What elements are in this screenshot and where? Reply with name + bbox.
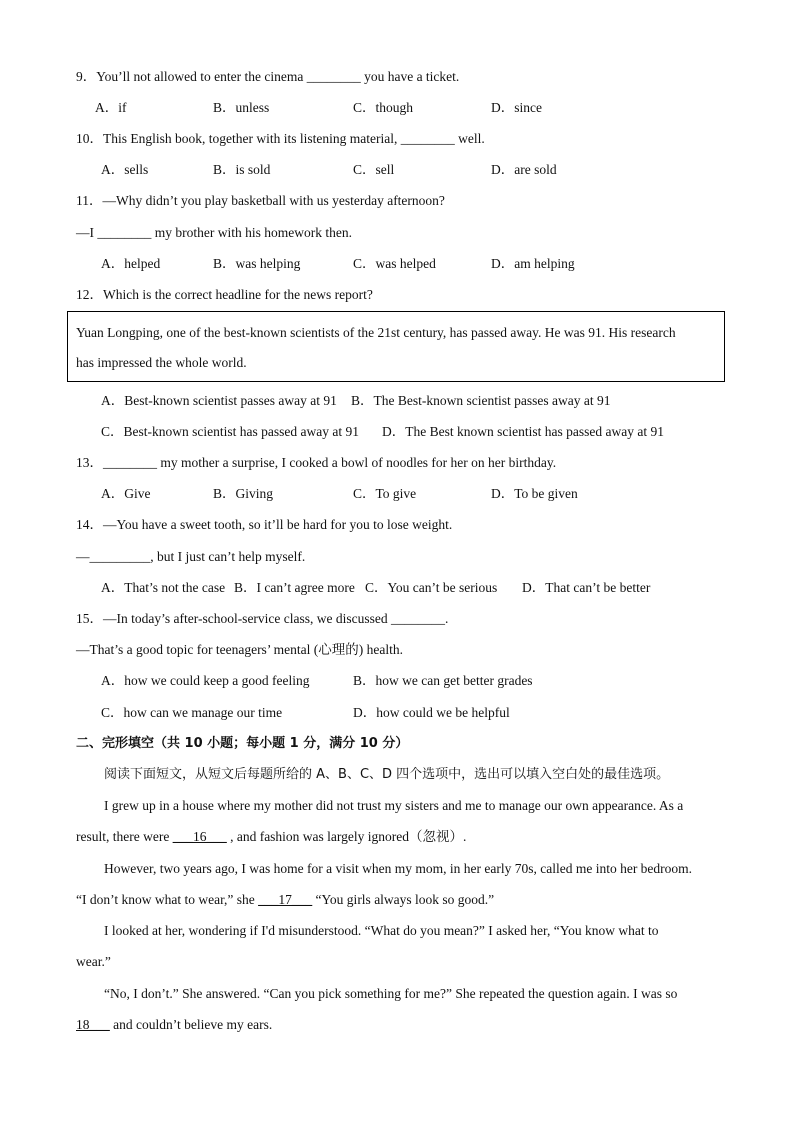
q9-option-a[interactable]: A．if [95, 100, 127, 115]
passage-p4-line-1: “No, I don’t.” She answered. “Can you pick something for me?” She repeated the question again. I was so [104, 986, 678, 1001]
passage-p2-line-1: However, two years ago, I was home for a visit when my mom, in her early 70s, called me into her bedroom. [104, 861, 693, 876]
q14-option-a[interactable]: A．That’s not the case [101, 580, 226, 595]
q15-option-b[interactable]: B．how we can get better grades [353, 673, 533, 688]
q13-option-d[interactable]: D．To be given [491, 486, 578, 501]
q12-option-b[interactable]: B．The Best-known scientist passes away at 91 [351, 393, 611, 408]
passage-p3-line-2: wear.” [76, 954, 111, 969]
blank-18: 18___ [76, 1017, 110, 1032]
q14-option-c[interactable]: C．You can’t be serious [365, 580, 498, 595]
q14-option-d[interactable]: D．That can’t be better [522, 580, 651, 595]
question-15-reply: —That’s a good topic for teenagers’ mental (心理的) health. [76, 642, 404, 657]
passage-text: and couldn’t believe my ears. [109, 1017, 273, 1032]
news-report-line-2: has impressed the whole world. [76, 355, 247, 370]
q10-option-b[interactable]: B．is sold [213, 162, 271, 177]
q10-option-a[interactable]: A．sells [101, 162, 149, 177]
passage-text: “You girls always look so good.” [312, 892, 495, 907]
q13-option-c[interactable]: C．To give [353, 486, 417, 501]
passage-p4-line-2 [76, 1016, 272, 1034]
passage-text: , and fashion was largely ignored（忽视）. [226, 829, 467, 844]
q10-option-d[interactable]: D．are sold [491, 162, 557, 177]
question-14-stem: 14．—You have a sweet tooth, so it’ll be hard for you to lose weight. [76, 517, 453, 532]
passage-p1-line-1: I grew up in a house where my mother did not trust my sisters and me to manage our own appearance. As a [104, 798, 684, 813]
q15-option-c[interactable]: C．how can we manage our time [101, 705, 283, 720]
q13-option-a[interactable]: A．Give [101, 486, 151, 501]
q12-option-c[interactable]: C．Best-known scientist has passed away at 91 [101, 424, 359, 439]
q11-option-b[interactable]: B．was helping [213, 256, 301, 271]
q15-option-d[interactable]: D．how could we be helpful [353, 705, 510, 720]
question-12-stem: 12．Which is the correct headline for the news report? [76, 287, 373, 302]
q11-option-d[interactable]: D．am helping [491, 256, 575, 271]
question-10-stem: 10．This English book, together with its listening material, ________ well. [76, 131, 485, 146]
q12-option-a[interactable]: A．Best-known scientist passes away at 91 [101, 393, 337, 408]
q14-option-b[interactable]: B．I can’t agree more [234, 580, 355, 595]
q9-option-b[interactable]: B．unless [213, 100, 270, 115]
passage-text: result, there were [76, 829, 173, 844]
question-11-stem: 11．—Why didn’t you play basketball with us yesterday afternoon? [76, 193, 445, 208]
passage-p2-line-2 [76, 891, 494, 909]
section-instruction: 阅读下面短文，从短文后每题所给的 A、B、C、D 四个选项中，选出可以填入空白处的最佳选项。 [104, 767, 670, 782]
q12-option-d[interactable]: D．The Best known scientist has passed away at 91 [382, 424, 664, 439]
blank-16: ___16___ [172, 829, 227, 844]
question-14-reply: —_________, but I just can’t help myself. [76, 549, 306, 564]
passage-p3-line-1: I looked at her, wondering if I'd misunderstood. “What do you mean?” I asked her, “You know what to [104, 923, 659, 938]
q9-option-d[interactable]: D．since [491, 100, 542, 115]
blank-17: ___17___ [258, 892, 313, 907]
news-report-box [67, 311, 725, 382]
q9-option-c[interactable]: C．though [353, 100, 414, 115]
q13-option-b[interactable]: B．Giving [213, 486, 274, 501]
q15-option-a[interactable]: A．how we could keep a good feeling [101, 673, 310, 688]
q11-option-c[interactable]: C．was helped [353, 256, 436, 271]
question-13-stem: 13．________ my mother a surprise, I cooked a bowl of noodles for her on her birthday. [76, 455, 557, 470]
passage-p1-line-2 [76, 828, 466, 846]
q10-option-c[interactable]: C．sell [353, 162, 395, 177]
section-heading: 二、完形填空（共 10 小题；每小题 1 分，满分 10 分） [76, 736, 409, 751]
question-9-stem: 9．You’ll not allowed to enter the cinema ________ you have a ticket. [76, 69, 460, 84]
question-11-reply: —I ________ my brother with his homework then. [76, 225, 352, 240]
passage-text: “I don’t know what to wear,” she [76, 892, 259, 907]
news-report-line-1: Yuan Longping, one of the best-known scientists of the 21st century, has passed away. He was 91. His research [76, 325, 676, 340]
q11-option-a[interactable]: A．helped [101, 256, 161, 271]
question-15-stem: 15．—In today’s after-school-service class, we discussed ________. [76, 611, 449, 626]
